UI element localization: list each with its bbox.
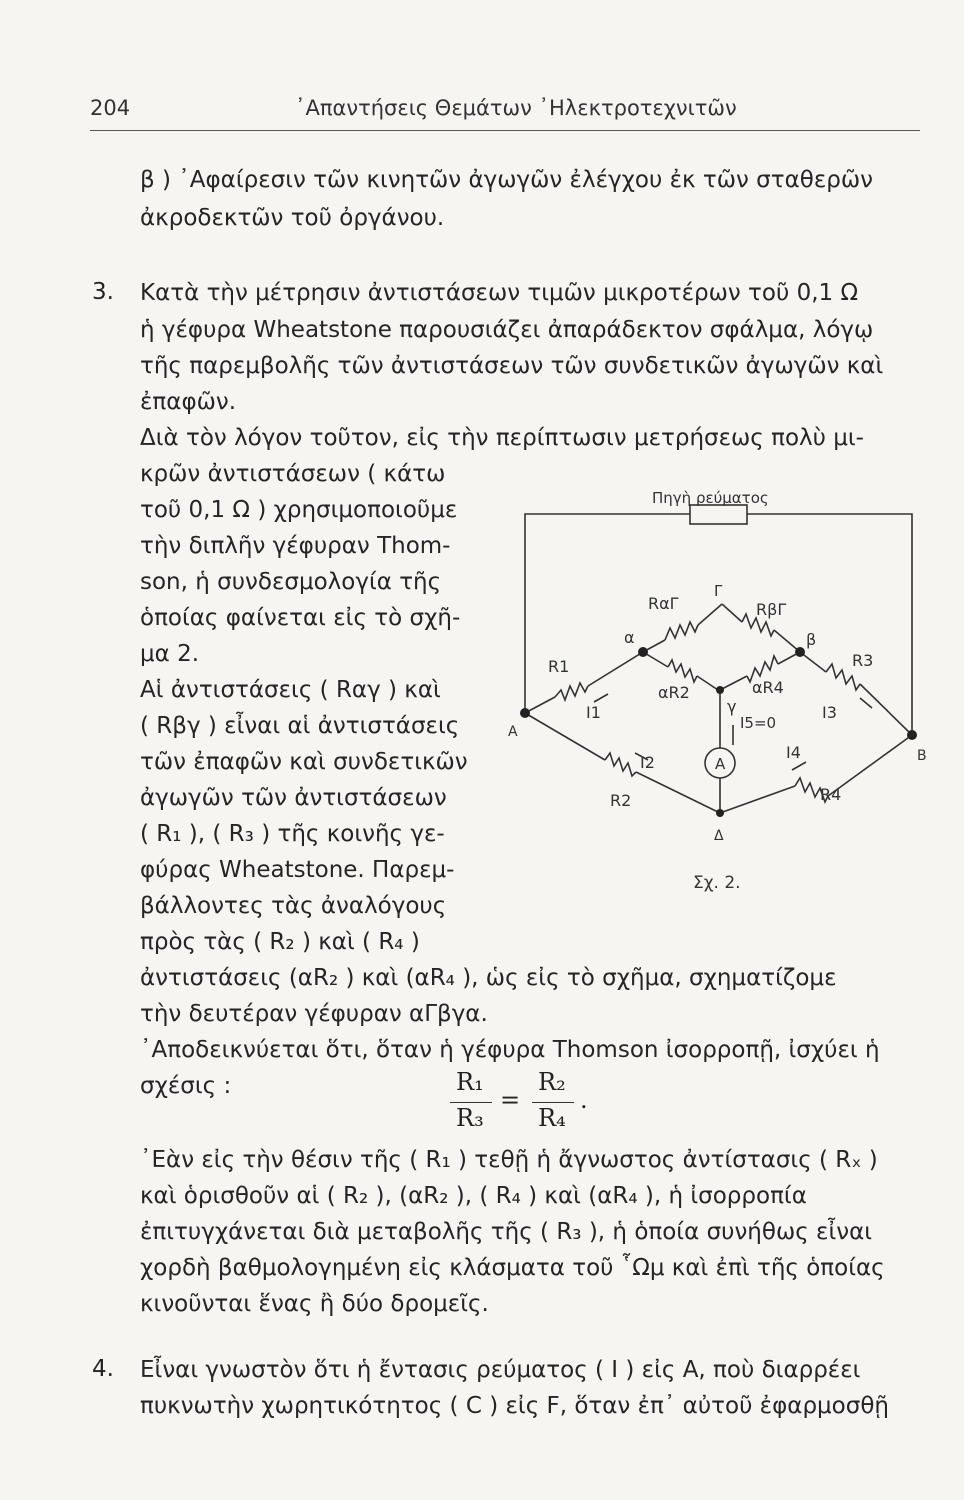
label-node-b: B	[917, 748, 927, 764]
wire-right-top	[747, 514, 912, 735]
arrow-i4	[792, 762, 806, 770]
text-line: πυκνωτὴν χωρητικότητος ( C ) εἰς F, ὅταν ἐπ᾽ αὐτοῦ ἐφαρμοσθῇ	[140, 1393, 889, 1419]
text-line: ᾽Εὰν εἰς τὴν θέσιν τῆς ( R₁ ) τεθῇ ἡ ἄγνωστος ἀντίστασις ( Rₓ )	[140, 1147, 878, 1173]
formula-r3: R₃	[456, 1104, 484, 1132]
label-r3: R3	[852, 651, 874, 670]
formula-period: .	[580, 1086, 588, 1114]
text-line: ἐπαφῶν.	[140, 389, 237, 415]
text-line: καὶ ὁρισθοῦν αἱ ( R₂ ), (αR₂ ), ( R₄ ) καὶ (αR₄ ), ἡ ἰσορροπία	[140, 1183, 807, 1209]
text-line: Κατὰ τὴν μέτρησιν ἀντιστάσεων τιμῶν μικροτέρων τοῦ 0,1 Ω	[140, 280, 859, 306]
text-line: πρὸς τὰς ( R₂ ) καὶ ( R₄ )	[140, 929, 420, 955]
header-title: ᾽Απαντήσεις Θεμάτων ᾽Ηλεκτροτεχνιτῶν	[295, 96, 737, 120]
text-line: Εἶναι γνωστὸν ὅτι ἡ ἔντασις ρεύματος ( I ) εἰς A, ποὺ διαρρέει	[140, 1357, 861, 1383]
text-line: ἐπιτυγχάνεται διὰ μεταβολῆς τῆς ( R₃ ), ἡ ὁποία συνήθως εἶναι	[140, 1219, 873, 1245]
label-r4: R4	[820, 785, 842, 804]
node-delta	[716, 809, 724, 817]
wire-r2-delta	[636, 772, 720, 813]
figure-caption: Σχ. 2.	[693, 873, 741, 893]
label-r2: R2	[610, 791, 632, 810]
text-line: Αἱ ἀντιστάσεις ( Rαγ ) καὶ	[140, 677, 441, 703]
wire-gamma-rbg	[722, 604, 742, 622]
formula-equals: =	[500, 1086, 521, 1114]
text-line: χορδὴ βαθμολογημένη εἰς κλάσματα τοῦ ῟Ωμ καὶ ἐπὶ τῆς ὁποίας	[140, 1255, 885, 1281]
node-a	[520, 708, 530, 718]
text-line: κινοῦνται ἕνας ἢ δύο δρομεῖς.	[140, 1291, 489, 1317]
label-i3: I3	[822, 703, 837, 722]
wire-r1-alpha	[588, 652, 643, 686]
text-line: ᾽Αποδεικνύεται ὅτι, ὅταν ἡ γέφυρα Thomson ἰσορροπῇ, ἰσχύει ἡ	[140, 1037, 880, 1063]
text-line: ( Rβγ ) εἶναι αἱ ἀντιστάσεις	[140, 713, 460, 739]
label-i2: I2	[640, 753, 655, 772]
resistor-rag	[665, 622, 698, 640]
resistor-r1	[555, 683, 588, 700]
text-line: μα 2.	[140, 641, 200, 667]
text-line: τὴν δευτέραν γέφυραν αΓβγα.	[140, 1001, 488, 1027]
text-line: τῆς παρεμβολῆς τῶν ἀντιστάσεων τῶν συνδετικῶν ἀγωγῶν καὶ	[140, 353, 884, 379]
node-gamma	[716, 686, 724, 694]
label-node-alpha: α	[624, 628, 635, 647]
wire-rbg-beta	[774, 630, 800, 652]
text-line: κρῶν ἀντιστάσεων ( κάτω	[140, 461, 446, 487]
text-line: ὁποίας φαίνεται εἰς τὸ σχῆ-	[140, 605, 461, 631]
text-line: τοῦ 0,1 Ω ) χρησιμοποιοῦμε	[140, 497, 458, 523]
source-box	[690, 505, 747, 524]
text-line: σχέσις :	[140, 1073, 232, 1099]
wire-ar2-gamma	[697, 676, 718, 690]
node-beta	[795, 647, 805, 657]
arrow-i3	[860, 698, 872, 708]
node-alpha	[638, 647, 648, 657]
source-label: Πηγὴ ρεύματος	[652, 489, 769, 507]
item-number: 3.	[92, 279, 114, 305]
text-line: son, ἡ συνδεσμολογία τῆς	[140, 569, 442, 595]
wire-r3-b	[860, 684, 912, 735]
text-line: τὴν διπλῆν γέφυραν Thom-	[140, 533, 451, 559]
label-rbg: RβΓ	[756, 600, 787, 619]
text-line: τῶν ἐπαφῶν καὶ συνδετικῶν	[140, 749, 468, 775]
wire-a-r1	[525, 697, 555, 713]
node-b	[907, 730, 917, 740]
label-node-gamma-cap: Γ	[714, 582, 723, 600]
label-ar4: αR4	[752, 678, 784, 697]
text-line: φύρας Wheatstone. Παρεμ-	[140, 857, 455, 883]
formula-r1: R₁	[456, 1068, 484, 1096]
label-i1: I1	[586, 703, 601, 722]
text-line: βάλλοντες τὰς ἀναλόγους	[140, 893, 447, 919]
label-node-gamma: γ	[727, 697, 737, 716]
label-i5: I5=0	[740, 714, 777, 732]
arrow-i1	[594, 694, 608, 702]
formula-r4: R₄	[538, 1104, 566, 1132]
wire-ar4-gamma	[720, 676, 747, 690]
formula-r2: R₂	[538, 1068, 566, 1096]
label-r1: R1	[548, 657, 570, 676]
label-ammeter: A	[715, 755, 726, 773]
label-rag: RαΓ	[648, 594, 679, 613]
label-node-a: A	[508, 724, 518, 740]
label-ar2: αR2	[658, 683, 690, 702]
item-number: 4.	[92, 1356, 114, 1382]
page-number: 204	[90, 96, 131, 120]
text-line: β ) ᾽Αφαίρεσιν τῶν κινητῶν ἀγωγῶν ἐλέγχου ἐκ τῶν σταθερῶν	[140, 167, 873, 193]
text-line: ἡ γέφυρα Wheatstone παρουσιάζει ἀπαράδεκτον σφάλμα, λόγῳ	[140, 317, 874, 343]
text-line: ἀγωγῶν τῶν ἀντιστάσεων	[140, 785, 447, 811]
resistor-ar2	[668, 660, 697, 682]
text-line: ἀντιστάσεις (αR₂ ) καὶ (αR₄ ), ὡς εἰς τὸ σχῆμα, σχηματίζομε	[140, 965, 837, 991]
text-line: Διὰ τὸν λόγον τοῦτον, εἰς τὴν περίπτωσιν μετρήσεως πολὺ μι-	[140, 425, 864, 451]
label-i4: I4	[786, 743, 801, 762]
text-line: ( R₁ ), ( R₃ ) τῆς κοινῆς γε-	[140, 821, 445, 847]
label-node-beta: β	[806, 630, 817, 649]
resistor-r2	[605, 753, 636, 776]
text-line: ἀκροδεκτῶν τοῦ ὀργάνου.	[140, 205, 445, 231]
wire-rag-gamma	[698, 604, 722, 625]
wire-delta-r4	[720, 786, 795, 813]
label-node-delta: Δ	[714, 828, 724, 844]
